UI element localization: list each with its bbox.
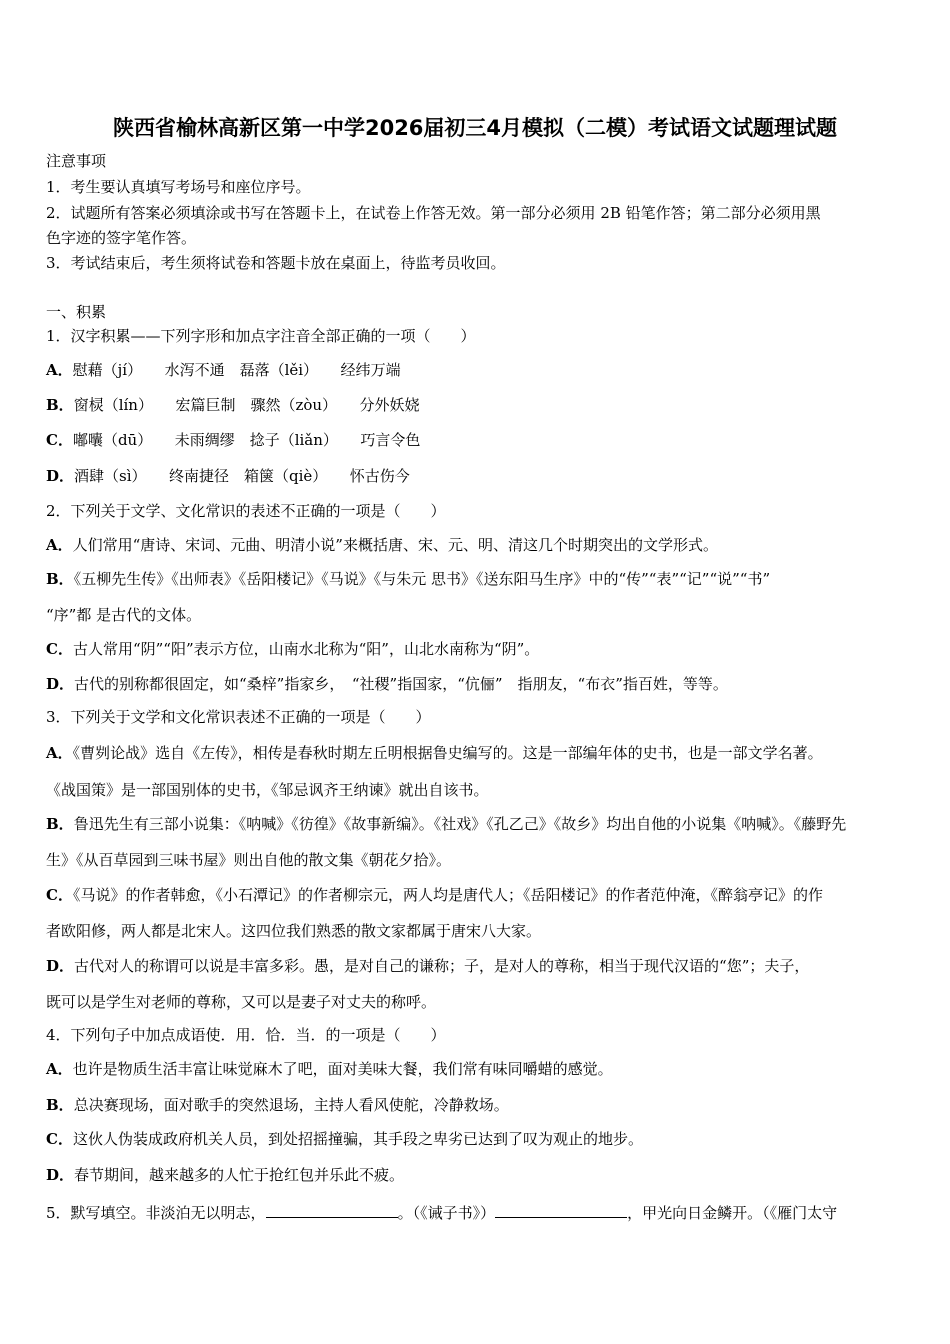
option-text: 总决赛现场，面对歌手的突然退场，主持人看风使舵，冷静救场。 (73, 1096, 509, 1114)
option-text: 《曹刿论战》选自《左传》，相传是春秋时期左丘明根据鲁史编写的。这是一部编年体的史书，也是一部文学名著。 (72, 744, 823, 762)
question-text: 。（《诫子书》） (397, 1204, 496, 1222)
notice-heading: 注意事项 (46, 152, 107, 170)
option-row (46, 467, 908, 485)
option-text: 春节期间，越来越多的人忙于抢红包并乐此不疲。 (74, 1166, 405, 1184)
option-text: 古代的别称都很固定，如“桑梓”指家乡， “社稷”指国家，“伉俪” 指朋友，“布衣”指百姓，等等。 (74, 675, 728, 693)
option-label: D． (46, 1166, 75, 1184)
notice-item: 3．考试结束后，考生须将试卷和答题卡放在桌面上，待监考员收回。 (46, 254, 506, 272)
option-label: C． (46, 1130, 73, 1148)
option-label: A． (46, 536, 73, 554)
option-text: 慰藉（jí） 水泻不通 磊落（lěi） 经纬万端 (72, 361, 401, 379)
option-label: D． (46, 957, 75, 975)
notice-item: 色字迹的签字笔作答。 (46, 229, 197, 247)
option-label: C． (46, 640, 73, 658)
option-label: C． (46, 886, 73, 904)
option-row (46, 1130, 908, 1148)
option-row (46, 675, 908, 693)
option-text: 嘟囔（dū） 未雨绸缪 捻子（liǎn） 巧言令色 (72, 431, 421, 449)
option-row (46, 640, 908, 658)
option-label: D． (46, 675, 75, 693)
option-text: 人们常用“唐诗、宋词、元曲、明清小说”来概括唐、宋、元、明、清这几个时期突出的文学形式。 (72, 536, 718, 554)
option-text: 鲁迅先生有三部小说集：《呐喊》《彷徨》《故事新编》。《社戏》《孔乙己》《故乡》均出自他的小说集《呐喊》。《藤野先 (73, 815, 847, 833)
option-label: B． (46, 815, 74, 833)
option-row (46, 815, 908, 833)
option-label: A． (46, 744, 73, 762)
option-row (46, 957, 908, 975)
option-row (46, 396, 908, 414)
notice-item: 2．试题所有答案必须填涂或书写在答题卡上，在试卷上作答无效。第一部分必须用 2B 铅笔作答；第二部分必须用黑 (46, 204, 821, 222)
question-stem: 3．下列关于文学和文化常识表述不正确的一项是（ ） (46, 708, 431, 726)
option-label: B． (46, 396, 74, 414)
question-stem: 1．汉字积累——下列字形和加点字注音全部正确的一项（ ） (46, 327, 476, 345)
option-row (46, 1060, 908, 1078)
option-label: C． (46, 431, 73, 449)
answer-blank[interactable] (266, 1203, 398, 1218)
option-label: A． (46, 361, 73, 379)
option-text: 酒肆（sì） 终南捷径 箱箧（qiè） 怀古伤今 (74, 467, 410, 485)
option-text: 《马说》的作者韩愈，《小石潭记》的作者柳宗元，两人均是唐代人；《岳阳楼记》的作者范仲淹，《醉翁亭记》的作 (72, 886, 823, 904)
notice-item: 1．考生要认真填写考场号和座位序号。 (46, 178, 311, 196)
option-label: A． (46, 1060, 73, 1078)
section-heading: 一、积累 (46, 303, 107, 321)
option-text: 古人常用“阴”“阳”表示方位，山南水北称为“阳”，山北水南称为“阴”。 (72, 640, 540, 658)
option-text: 《五柳先生传》《出师表》《岳阳楼记》《马说》《与朱元 思书》《送东阳马生序》中的“传”“表”“记”“说”“书” (73, 570, 771, 588)
page-title: 陕西省榆林高新区第一中学2026届初三4月模拟（二模）考试语文试题理试题 (112, 116, 838, 140)
option-row (46, 431, 908, 449)
option-row (46, 570, 908, 588)
option-text: 这伙人伪装成政府机关人员，到处招摇撞骗，其手段之卑劣已达到了叹为观止的地步。 (72, 1130, 643, 1148)
question-text: ，甲光向日金鳞开。（《雁门太守 (627, 1204, 838, 1222)
option-text: 古代对人的称谓可以说是丰富多彩。愚，是对自己的谦称；子，是对人的尊称，相当于现代汉语的“您”；夫子， (74, 957, 810, 975)
option-row (46, 886, 908, 904)
option-continuation: 生》《从百草园到三味书屋》则出自他的散文集《朝花夕拾》。 (46, 851, 452, 869)
option-continuation: 者欧阳修，两人都是北宋人。这四位我们熟悉的散文家都属于唐宋八大家。 (46, 922, 542, 940)
question-fill-blank (46, 1203, 908, 1222)
option-row (46, 361, 908, 379)
question-stem: 2．下列关于文学、文化常识的表述不正确的一项是（ ） (46, 502, 446, 520)
option-row (46, 1166, 908, 1184)
question-stem: 4．下列句子中加点成语使．用．恰．当．的一项是（ ） (46, 1026, 446, 1044)
question-text: 默写填空。非淡泊无以明志， (70, 1204, 266, 1222)
question-number: 5． (46, 1204, 71, 1222)
option-row (46, 1096, 908, 1114)
option-continuation: 既可以是学生对老师的尊称，又可以是妻子对丈夫的称呼。 (46, 993, 437, 1011)
option-label: B． (46, 570, 74, 588)
option-row (46, 536, 908, 554)
option-row (46, 744, 908, 762)
option-continuation: 《战国策》是一部国别体的史书，《邹忌讽齐王纳谏》就出自该书。 (46, 781, 489, 799)
option-text: 也许是物质生活丰富让味觉麻木了吧，面对美味大餐，我们常有味同嚼蜡的感觉。 (72, 1060, 613, 1078)
option-continuation: “序”都 是古代的文体。 (46, 606, 202, 624)
answer-blank[interactable] (495, 1203, 627, 1218)
option-label: D． (46, 467, 75, 485)
option-label: B． (46, 1096, 74, 1114)
option-text: 窗棂（lín） 宏篇巨制 骤然（zòu） 分外妖娆 (73, 396, 420, 414)
